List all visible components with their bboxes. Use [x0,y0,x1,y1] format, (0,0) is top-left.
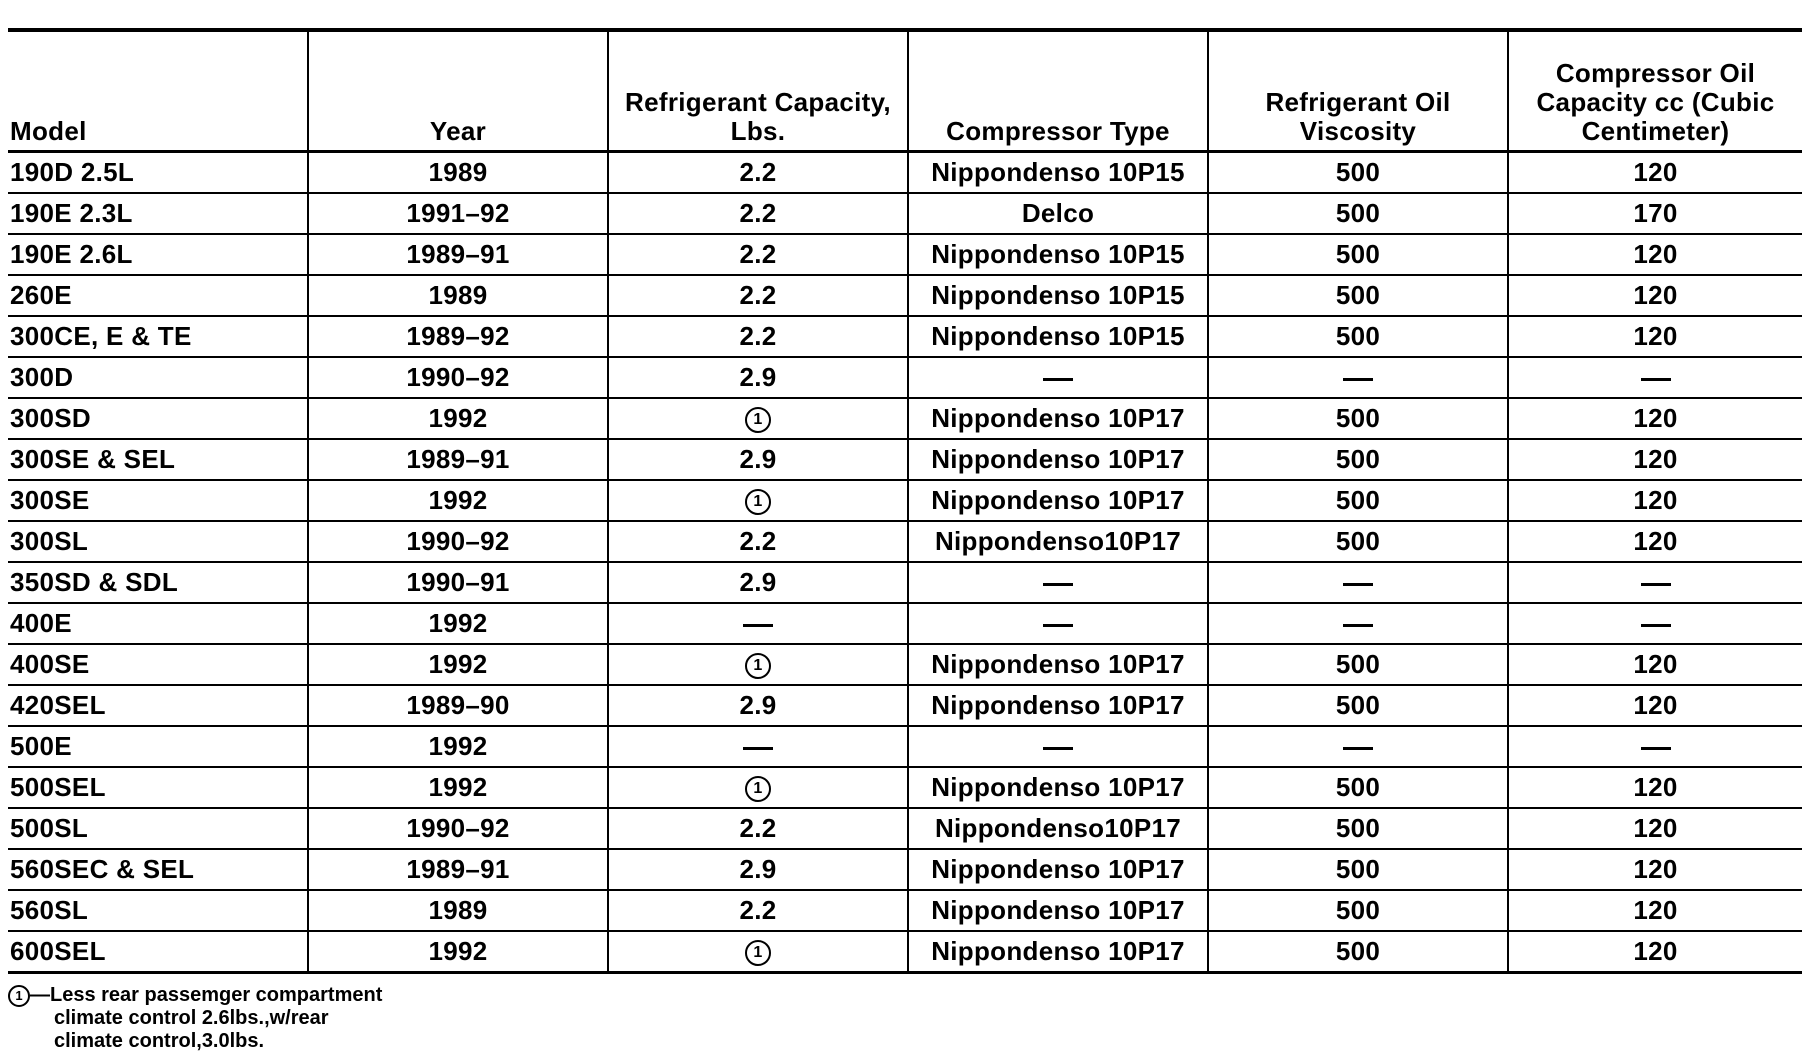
cell-oil-viscosity [1208,603,1508,644]
footnote-text-1: —Less rear passemger compartment [30,984,383,1006]
cell-oil-viscosity: 500 [1208,808,1508,849]
circled-one-icon: 1 [8,985,30,1007]
cell-year: 1992 [308,644,608,685]
cell-oil-capacity: 120 [1508,234,1802,275]
cell-oil-capacity: 120 [1508,890,1802,931]
cell-model: 300SE & SEL [8,439,308,480]
cell-oil-capacity [1508,603,1802,644]
table-row [8,849,1802,890]
cell-compressor-type: Nippondenso 10P15 [908,152,1208,194]
cell-capacity [608,644,908,685]
cell-capacity [608,398,908,439]
cell-year: 1989–90 [308,685,608,726]
cell-model: 300SE [8,480,308,521]
cell-oil-capacity: 120 [1508,152,1802,194]
cell-oil-viscosity: 500 [1208,439,1508,480]
cell-capacity [608,480,908,521]
cell-model: 190E 2.6L [8,234,308,275]
cell-capacity [608,603,908,644]
cell-model: 300SD [8,398,308,439]
table-row [8,890,1802,931]
table-row [8,644,1802,685]
cell-compressor-type: Nippondenso 10P17 [908,890,1208,931]
table-row [8,521,1802,562]
cell-compressor-type [908,357,1208,398]
cell-year: 1992 [308,767,608,808]
cell-capacity [608,931,908,973]
cell-year: 1989 [308,152,608,194]
cell-year: 1992 [308,398,608,439]
circled-one-icon: 1 [745,407,771,433]
cell-capacity: 2.2 [608,193,908,234]
cell-capacity: 2.2 [608,275,908,316]
cell-oil-viscosity: 500 [1208,316,1508,357]
cell-oil-viscosity: 500 [1208,644,1508,685]
cell-model: 300CE, E & TE [8,316,308,357]
cell-oil-capacity: 120 [1508,275,1802,316]
footnote-line-3: climate control,3.0lbs. [54,1030,265,1052]
table-row [8,808,1802,849]
cell-oil-viscosity: 500 [1208,521,1508,562]
cell-model: 500SEL [8,767,308,808]
table-body [8,152,1802,973]
cell-oil-viscosity: 500 [1208,480,1508,521]
table-row [8,562,1802,603]
cell-model: 190E 2.3L [8,193,308,234]
table-row [8,234,1802,275]
cell-compressor-type: Nippondenso 10P17 [908,480,1208,521]
header-oil-capacity: Compressor Oil Capacity cc (Cubic Centimeter) [1508,30,1802,152]
cell-model: 500SL [8,808,308,849]
cell-capacity: 2.9 [608,685,908,726]
cell-oil-viscosity [1208,726,1508,767]
em-dash-icon [1343,747,1373,750]
circled-one-icon: 1 [745,653,771,679]
em-dash-icon [743,624,773,627]
cell-oil-capacity: 120 [1508,398,1802,439]
cell-oil-capacity [1508,562,1802,603]
cell-year: 1990–92 [308,521,608,562]
footnote [8,984,608,1053]
circled-one-icon: 1 [745,489,771,515]
cell-year: 1989–91 [308,439,608,480]
table-row [8,603,1802,644]
table-row [8,685,1802,726]
cell-oil-capacity [1508,726,1802,767]
cell-compressor-type: Nippondenso 10P17 [908,439,1208,480]
cell-year: 1992 [308,931,608,973]
cell-model: 600SEL [8,931,308,973]
cell-oil-capacity: 120 [1508,521,1802,562]
footnote-line-2: climate control 2.6lbs.,w/rear [54,1007,329,1029]
em-dash-icon [1343,378,1373,381]
cell-capacity [608,726,908,767]
cell-year: 1989 [308,275,608,316]
cell-model: 190D 2.5L [8,152,308,194]
cell-model: 300SL [8,521,308,562]
em-dash-icon [1641,583,1671,586]
cell-oil-capacity: 120 [1508,931,1802,973]
cell-oil-capacity: 120 [1508,767,1802,808]
table-row [8,193,1802,234]
cell-compressor-type: Nippondenso 10P17 [908,931,1208,973]
cell-model: 300D [8,357,308,398]
cell-model: 560SL [8,890,308,931]
cell-oil-viscosity: 500 [1208,193,1508,234]
cell-oil-viscosity: 500 [1208,767,1508,808]
header-model: Model [10,116,87,146]
cell-model: 560SEC & SEL [8,849,308,890]
cell-model: 400E [8,603,308,644]
cell-capacity: 2.2 [608,152,908,194]
spec-sheet [8,28,1802,974]
cell-compressor-type [908,562,1208,603]
cell-oil-viscosity: 500 [1208,890,1508,931]
circled-one-icon: 1 [745,776,771,802]
cell-oil-viscosity: 500 [1208,849,1508,890]
em-dash-icon [1043,624,1073,627]
cell-year: 1989–91 [308,234,608,275]
em-dash-icon [1043,747,1073,750]
em-dash-icon [743,747,773,750]
cell-compressor-type: Nippondenso 10P15 [908,275,1208,316]
header-compressor-type: Compressor Type [908,30,1208,152]
cell-oil-capacity: 120 [1508,316,1802,357]
cell-compressor-type: Nippondenso 10P17 [908,644,1208,685]
table-row [8,275,1802,316]
cell-year: 1990–92 [308,357,608,398]
table-row [8,726,1802,767]
cell-year: 1989–91 [308,849,608,890]
table-row [8,357,1802,398]
cell-oil-viscosity: 500 [1208,398,1508,439]
cell-capacity: 2.9 [608,562,908,603]
cell-compressor-type: Nippondenso 10P15 [908,316,1208,357]
cell-oil-viscosity: 500 [1208,275,1508,316]
cell-oil-viscosity: 500 [1208,152,1508,194]
cell-capacity: 2.2 [608,234,908,275]
cell-oil-viscosity: 500 [1208,931,1508,973]
table-row [8,398,1802,439]
cell-capacity: 2.2 [608,316,908,357]
cell-model: 350SD & SDL [8,562,308,603]
cell-year: 1992 [308,480,608,521]
cell-oil-capacity: 120 [1508,439,1802,480]
cell-compressor-type: Nippondenso 10P17 [908,767,1208,808]
cell-capacity: 2.9 [608,849,908,890]
cell-oil-viscosity: 500 [1208,685,1508,726]
em-dash-icon [1043,583,1073,586]
cell-oil-capacity: 170 [1508,193,1802,234]
cell-oil-capacity: 120 [1508,480,1802,521]
cell-compressor-type: Nippondenso 10P17 [908,685,1208,726]
table-row [8,439,1802,480]
header-year: Year [308,30,608,152]
cell-compressor-type: Nippondenso10P17 [908,808,1208,849]
cell-oil-capacity [1508,357,1802,398]
cell-year: 1990–92 [308,808,608,849]
table-row [8,316,1802,357]
cell-model: 500E [8,726,308,767]
header-capacity: Refrigerant Capacity, Lbs. [608,30,908,152]
cell-capacity: 2.2 [608,890,908,931]
em-dash-icon [1641,378,1671,381]
table-row [8,931,1802,973]
header-row [8,30,1802,152]
cell-year: 1989 [308,890,608,931]
cell-capacity: 2.2 [608,808,908,849]
cell-oil-capacity: 120 [1508,808,1802,849]
cell-oil-viscosity [1208,357,1508,398]
em-dash-icon [1343,624,1373,627]
footnote-line-1 [8,984,608,1007]
cell-compressor-type [908,726,1208,767]
table-row [8,767,1802,808]
cell-model: 260E [8,275,308,316]
cell-capacity [608,767,908,808]
table-row [8,480,1802,521]
cell-compressor-type: Nippondenso 10P15 [908,234,1208,275]
header-oil-viscosity: Refrigerant Oil Viscosity [1208,30,1508,152]
cell-oil-viscosity [1208,562,1508,603]
cell-capacity: 2.9 [608,439,908,480]
cell-compressor-type: Nippondenso10P17 [908,521,1208,562]
cell-year: 1990–91 [308,562,608,603]
cell-compressor-type: Nippondenso 10P17 [908,849,1208,890]
cell-year: 1992 [308,726,608,767]
cell-year: 1989–92 [308,316,608,357]
table-row [8,152,1802,194]
cell-compressor-type: Nippondenso 10P17 [908,398,1208,439]
em-dash-icon [1043,378,1073,381]
em-dash-icon [1641,624,1671,627]
cell-year: 1992 [308,603,608,644]
cell-model: 420SEL [8,685,308,726]
em-dash-icon [1641,747,1671,750]
cell-oil-capacity: 120 [1508,849,1802,890]
refrigerant-spec-table [8,28,1802,974]
cell-compressor-type: Delco [908,193,1208,234]
cell-model: 400SE [8,644,308,685]
cell-capacity: 2.9 [608,357,908,398]
cell-compressor-type [908,603,1208,644]
em-dash-icon [1343,583,1373,586]
cell-oil-viscosity: 500 [1208,234,1508,275]
cell-oil-capacity: 120 [1508,644,1802,685]
cell-oil-capacity: 120 [1508,685,1802,726]
cell-year: 1991–92 [308,193,608,234]
cell-capacity: 2.2 [608,521,908,562]
table-header [8,30,1802,152]
circled-one-icon: 1 [745,940,771,966]
